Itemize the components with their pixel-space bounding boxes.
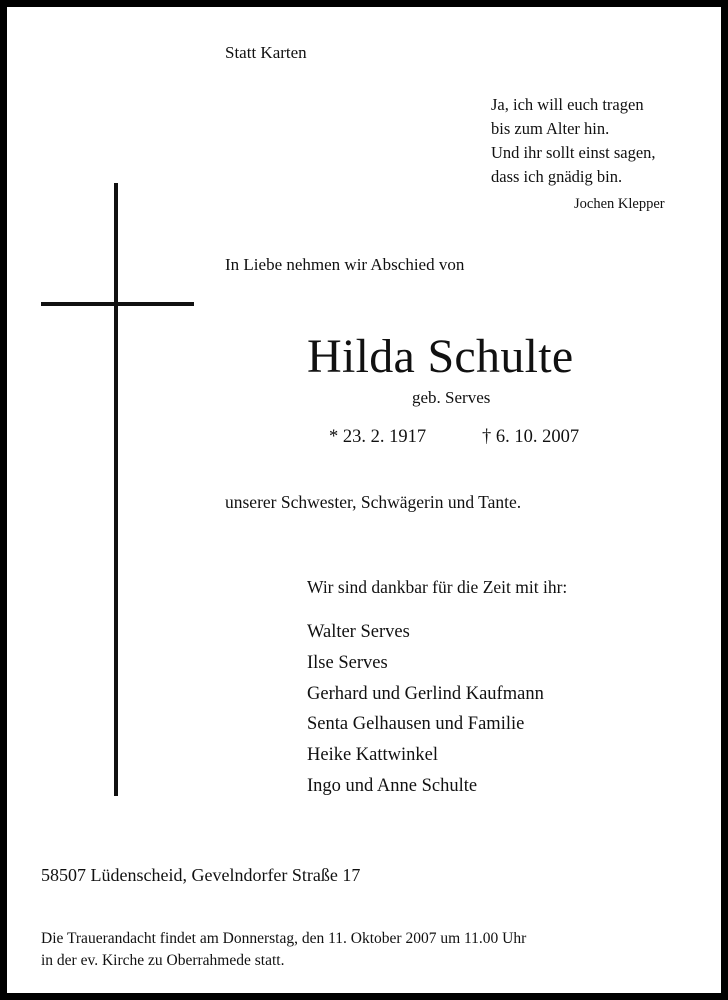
service-info — [41, 928, 526, 972]
list-item: Heike Kattwinkel — [307, 745, 438, 766]
verse-line: dass ich gnädig bin. — [491, 167, 623, 186]
maiden-name: geb. Serves — [412, 388, 491, 407]
statt-karten-label: Statt Karten — [225, 43, 307, 62]
list-item: Ingo und Anne Schulte — [307, 775, 478, 796]
list-item: Gerhard und Gerlind Kaufmann — [307, 683, 544, 704]
relation-text: unserer Schwester, Schwägerin und Tante. — [225, 492, 522, 512]
farewell-intro: In Liebe nehmen wir Abschied von — [225, 255, 465, 274]
verse-line: Ja, ich will euch tragen — [491, 95, 644, 114]
service-line: in der ev. Kirche zu Oberrahmede statt. — [41, 952, 285, 969]
verse-author: Jochen Klepper — [574, 196, 665, 212]
deceased-name: Hilda Schulte — [307, 330, 574, 383]
family-address: 58507 Lüdenscheid, Gevelndorfer Straße 17 — [41, 865, 361, 885]
verse-line: bis zum Alter hin. — [491, 119, 610, 138]
cross-icon — [114, 183, 118, 796]
list-item: Walter Serves — [307, 622, 410, 642]
thanks-text: Wir sind dankbar für die Zeit mit ihr: — [307, 577, 568, 597]
list-item: Ilse Serves — [307, 652, 388, 673]
cross-icon-crossbar — [41, 302, 194, 306]
service-line: Die Trauerandacht findet am Donnerstag, den 11. Oktober 2007 um 11.00 Uhr — [41, 930, 527, 947]
birth-date: * 23. 2. 1917 — [329, 427, 427, 447]
verse-line: Und ihr sollt einst sagen, — [491, 143, 656, 162]
bible-verse — [491, 93, 656, 189]
mourners-list — [307, 617, 544, 802]
death-date: † 6. 10. 2007 — [482, 427, 580, 447]
list-item: Senta Gelhausen und Familie — [307, 714, 525, 735]
